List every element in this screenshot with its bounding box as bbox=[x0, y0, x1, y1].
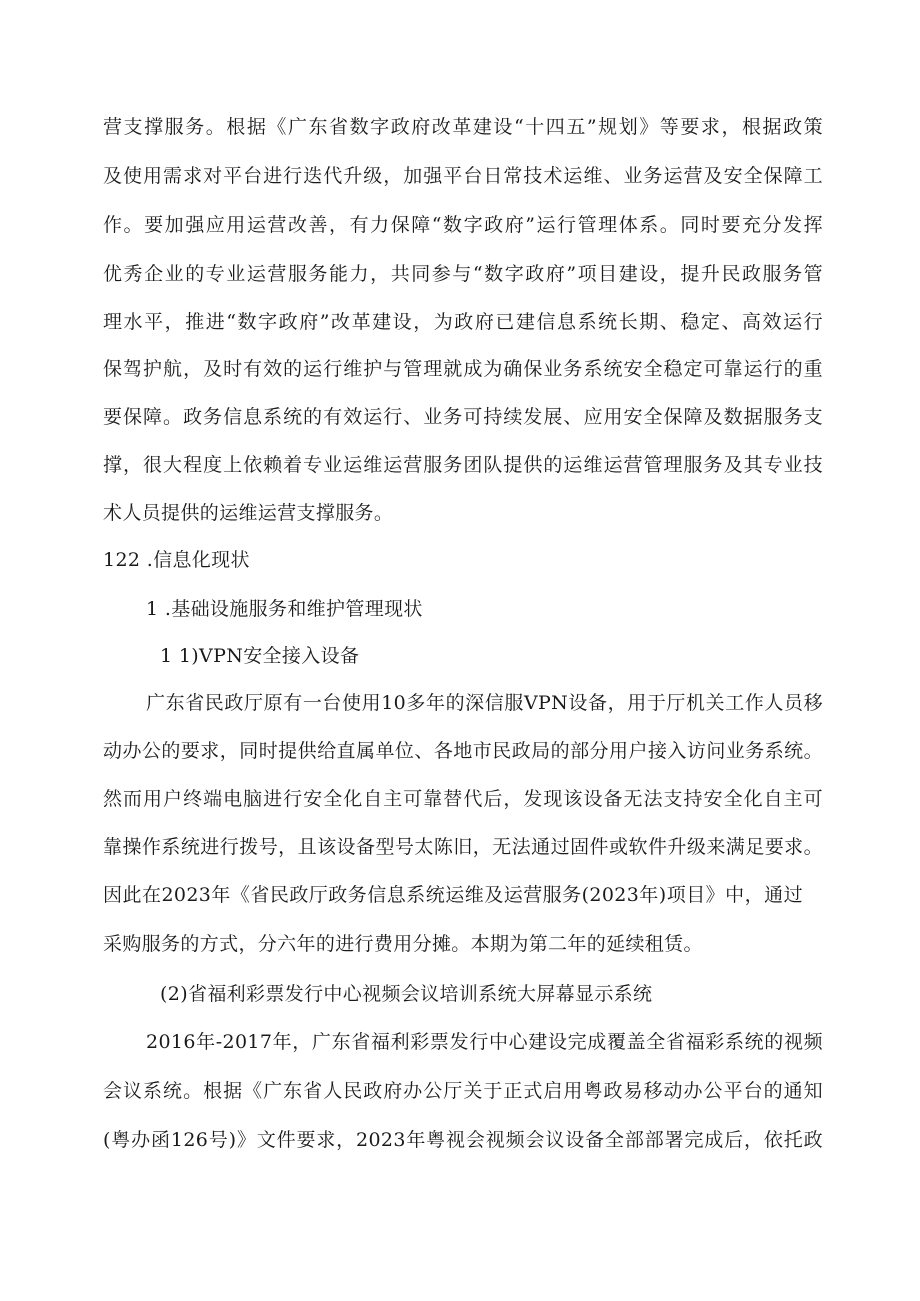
paragraph-line: 保驾护航，及时有效的运行维护与管理就成为确保业务系统安全稳定可靠运行的重 bbox=[103, 358, 823, 380]
paragraph-line: 然而用户终端电脑进行安全化自主可靠替代后，发现该设备无法支持安全化自主可 bbox=[103, 788, 823, 810]
paragraph-line: 撑，很大程度上依赖着专业运维运营服务团队提供的运维运营管理服务及其专业技 bbox=[103, 454, 823, 476]
paragraph-line: 优秀企业的专业运营服务能力，共同参与“数字政府”项目建设，提升民政服务管 bbox=[103, 263, 823, 285]
paragraph-line: 广东省民政厅原有一台使用10多年的深信服VPN设备，用于厅机关工作人员移 bbox=[146, 692, 823, 714]
section-heading: 122 .信息化现状 bbox=[103, 549, 250, 571]
paragraph-line: 理水平，推进“数字政府”改革建设，为政府已建信息系统长期、稳定、高效运行 bbox=[103, 311, 823, 333]
paragraph-line: 会议系统。根据《广东省人民政府办公厅关于正式启用粤政易移动办公平台的通知 bbox=[103, 1080, 823, 1102]
paragraph-line: 要保障。政务信息系统的有效运行、业务可持续发展、应用安全保障及数据服务支 bbox=[103, 406, 823, 428]
paragraph-line: (粤办函126号)》文件要求，2023年粤视会视频会议设备全部部署完成后，依托政 bbox=[103, 1129, 823, 1151]
paragraph-line: 因此在2023年《省民政厅政务信息系统运维及运营服务(2023年)项目》中，通过 bbox=[103, 884, 803, 906]
subsection-heading: 1 .基础设施服务和维护管理现状 bbox=[146, 598, 423, 620]
paragraph-line: 营支撑服务。根据《广东省数字政府改革建设“十四五”规划》等要求，根据政策 bbox=[103, 116, 823, 138]
item-heading: (2)省福利彩票发行中心视频会议培训系统大屏幕显示系统 bbox=[160, 983, 653, 1005]
paragraph-line: 靠操作系统进行拨号，且该设备型号太陈旧，无法通过固件或软件升级来满足要求。 bbox=[103, 836, 823, 858]
paragraph-line: 动办公的要求，同时提供给直属单位、各地市民政局的部分用户接入访问业务系统。 bbox=[103, 740, 823, 762]
item-heading: 1 1)VPN安全接入设备 bbox=[160, 645, 360, 667]
paragraph-line: 术人员提供的运维运营支撑服务。 bbox=[103, 502, 394, 524]
paragraph-line: 及使用需求对平台进行迭代升级，加强平台日常技术运维、业务运营及安全保障工 bbox=[103, 165, 823, 187]
paragraph-line: 作。要加强应用运营改善，有力保障“数字政府”运行管理体系。同时要充分发挥 bbox=[103, 214, 823, 236]
paragraph-line: 采购服务的方式，分六年的进行费用分摊。本期为第二年的延续租赁。 bbox=[103, 933, 703, 955]
paragraph-line: 2016年-2017年，广东省福利彩票发行中心建设完成覆盖全省福彩系统的视频 bbox=[146, 1031, 823, 1053]
